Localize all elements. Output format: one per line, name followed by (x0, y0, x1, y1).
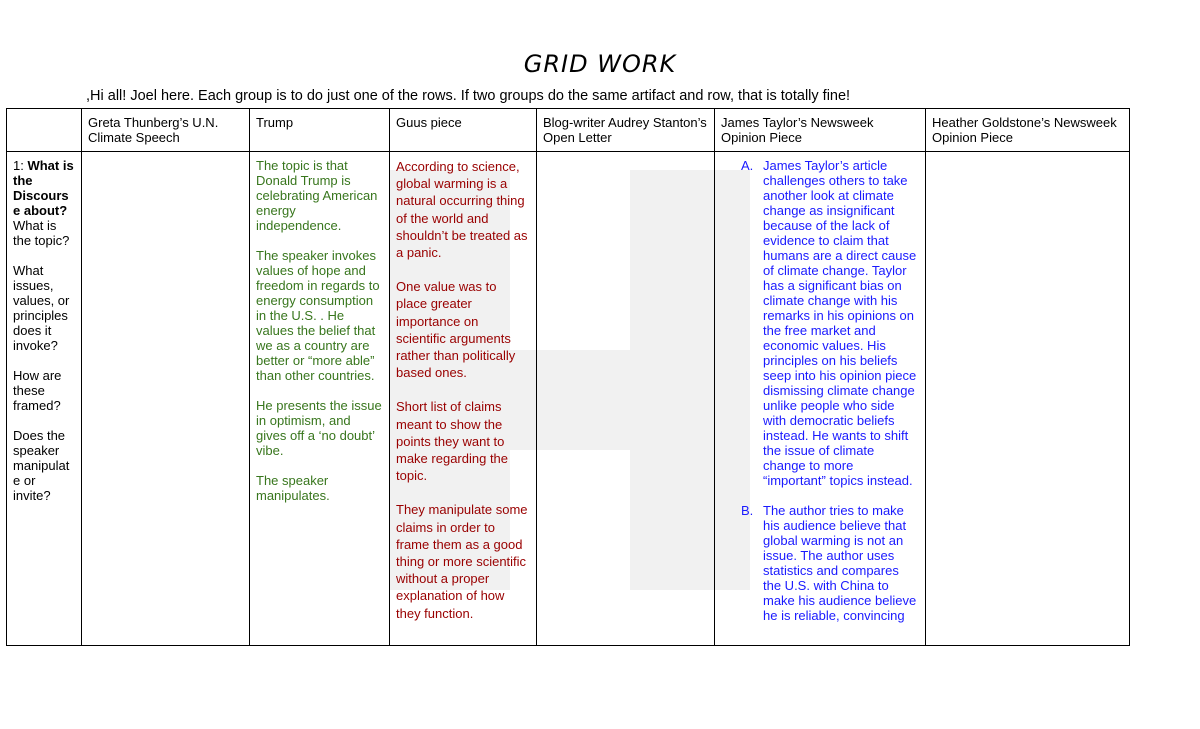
question-manipulate: Does the speaker manipulat e or invite? (13, 428, 70, 503)
cell-guus[interactable] (390, 152, 537, 646)
trump-paragraph: The speaker invokes values of hope and freedom in regards to energy consumption in the U.S. . He values the belief that we as a country are better or “more able” than other countries. (256, 248, 380, 383)
question-cell (7, 152, 82, 646)
cell-audrey[interactable] (537, 152, 715, 646)
guus-paragraph: According to science, global warming is a natural occurring thing of the world and shouldn’t be treated as a panic. (396, 159, 528, 261)
cell-greta[interactable] (82, 152, 250, 646)
list-item (721, 503, 919, 623)
trump-paragraph: He presents the issue in optimism, and gives off a ‘no doubt’ vibe. (256, 398, 382, 458)
header-cell-trump: Trump (250, 109, 390, 152)
intro-text: ,Hi all! Joel here. Each group is to do just one of the rows. If two groups do the same artifact and row, that is totally fine! (86, 88, 851, 104)
grid-table (6, 108, 1130, 646)
cell-goldstone[interactable] (926, 152, 1130, 646)
question-framing: How are these framed? (13, 368, 62, 413)
guus-paragraph: One value was to place greater importance on scientific arguments rather than politically based ones. (396, 279, 516, 381)
header-cell-audrey: Blog-writer Audrey Stanton’s Open Letter (537, 109, 715, 152)
table-row (7, 152, 1130, 646)
trump-paragraph: The speaker manipulates. (256, 473, 330, 503)
list-item (721, 158, 919, 488)
header-row (7, 109, 1130, 152)
header-cell-taylor: James Taylor’s Newsweek Opinion Piece (715, 109, 926, 152)
guus-paragraph: Short list of claims meant to show the points they want to make regarding the topic. (396, 399, 509, 484)
cell-taylor[interactable] (715, 152, 926, 646)
list-marker: B. (741, 503, 754, 518)
list-item-text: The author tries to make his audience believe that global warming is not an issue. The author uses statistics and compares the U.S. with China to make his audience believe he is reliable, convincing (763, 503, 917, 623)
header-cell-greta: Greta Thunberg’s U.N. Climate Speech (82, 109, 250, 152)
list-marker: A. (741, 158, 754, 173)
guus-paragraph: They manipulate some claims in order to frame them as a good thing or more scientific without a proper explanation of how they function. (396, 502, 528, 621)
header-cell-corner (7, 109, 82, 152)
question-topic: What is the topic? (13, 218, 70, 248)
cell-trump[interactable] (250, 152, 390, 646)
question-values: What issues, values, or principles does it invoke? (13, 263, 70, 353)
question-number: 1: (13, 158, 28, 173)
taylor-list (721, 158, 919, 623)
question-heading (13, 158, 75, 248)
document-title: GRID WORK (523, 50, 677, 78)
trump-paragraph: The topic is that Donald Trump is celebrating American energy independence. (256, 158, 378, 233)
header-cell-guus: Guus piece (390, 109, 537, 152)
header-cell-goldstone: Heather Goldstone’s Newsweek Opinion Piece (926, 109, 1130, 152)
list-item-text: James Taylor’s article challenges others to take another look at climate change as insignificant because of the lack of evidence to claim that humans are a direct cause of climate change. Taylor has a significant bias on climate change with his remarks in his opinions on the free market and economic values. His principles on his beliefs seep into his opinion piece dismissing climate change unlike people who side with democratic beliefs instead. He wants to shift the issue of climate change to more “important” topics instead. (763, 158, 917, 488)
question-bold: What is the Discours e about? (13, 158, 74, 218)
